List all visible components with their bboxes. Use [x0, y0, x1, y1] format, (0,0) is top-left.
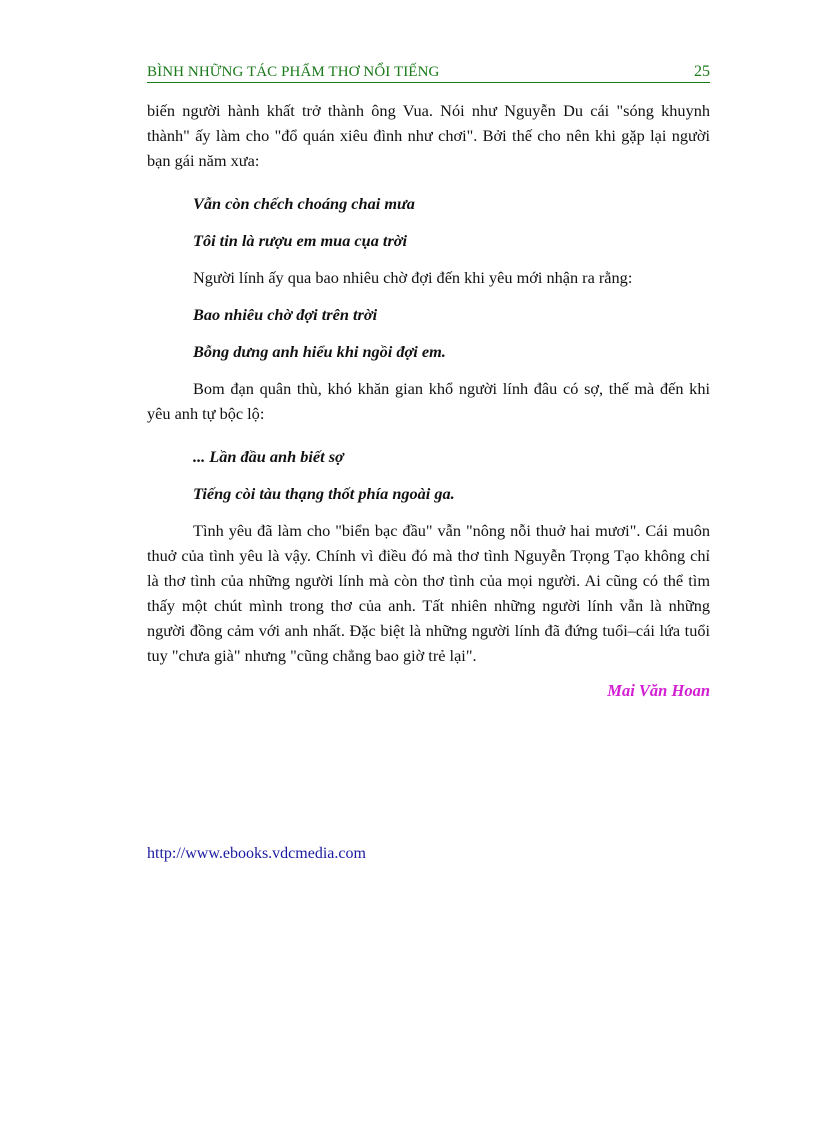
paragraph-3: Bom đạn quân thù, khó khăn gian khổ người lính đâu có sợ, thế mà đến khi yêu anh tự bộc lộ:	[147, 379, 710, 423]
verse-line: Bỗng dưng anh hiểu khi ngồi đợi em.	[193, 342, 446, 361]
paragraph-2: Người lính ấy qua bao nhiêu chờ đợi đến khi yêu mới nhận ra rằng:	[193, 268, 633, 287]
verse-line: Tôi tin là rượu em mua cụa trời	[193, 231, 408, 250]
footer-url-link[interactable]: http://www.ebooks.vdcmedia.com	[147, 845, 366, 862]
paragraph-1: biến người hành khất trở thành ông Vua. Nói như Nguyễn Du cái "sóng khuynh thành" ấy làm cho "đổ quán xiêu đình như chơi". Bởi thế cho nên khi gặp lại người bạn gái năm xưa:	[147, 101, 710, 170]
article-body	[147, 98, 710, 703]
page-number: 25	[694, 63, 710, 80]
verse-line: Tiếng còi tàu thạng thốt phía ngoài ga.	[193, 484, 455, 503]
paragraph-4: Tình yêu đã làm cho "biển bạc đầu" vẫn "nông nỗi thuở hai mươi". Cái muôn thuở của tình yêu là vậy. Chính vì điều đó mà thơ tình Nguyễn Trọng Tạo không chỉ là thơ tình của những người lính mà còn thơ tình của mọi người. Ai cũng có thể tìm thấy một chút mình trong thơ của anh. Tất nhiên những người lính vẫn là những người đồng cảm với anh nhất. Đặc biệt là những người lính đã đứng tuổi–cái lứa tuổi tuy "chưa già" nhưng "cũng chẳng bao giờ trẻ lại".	[147, 521, 710, 665]
verse-line: Vẫn còn chếch choáng chai mưa	[193, 194, 415, 213]
verse-line: Bao nhiêu chờ đợi trên trời	[193, 305, 378, 324]
book-title: BÌNH NHỮNG TÁC PHẨM THƠ NỔI TIẾNG	[147, 64, 440, 80]
author-signature: Mai Văn Hoan	[607, 681, 710, 700]
page-header	[147, 62, 710, 83]
verse-line: ... Lần đầu anh biết sợ	[193, 447, 344, 466]
